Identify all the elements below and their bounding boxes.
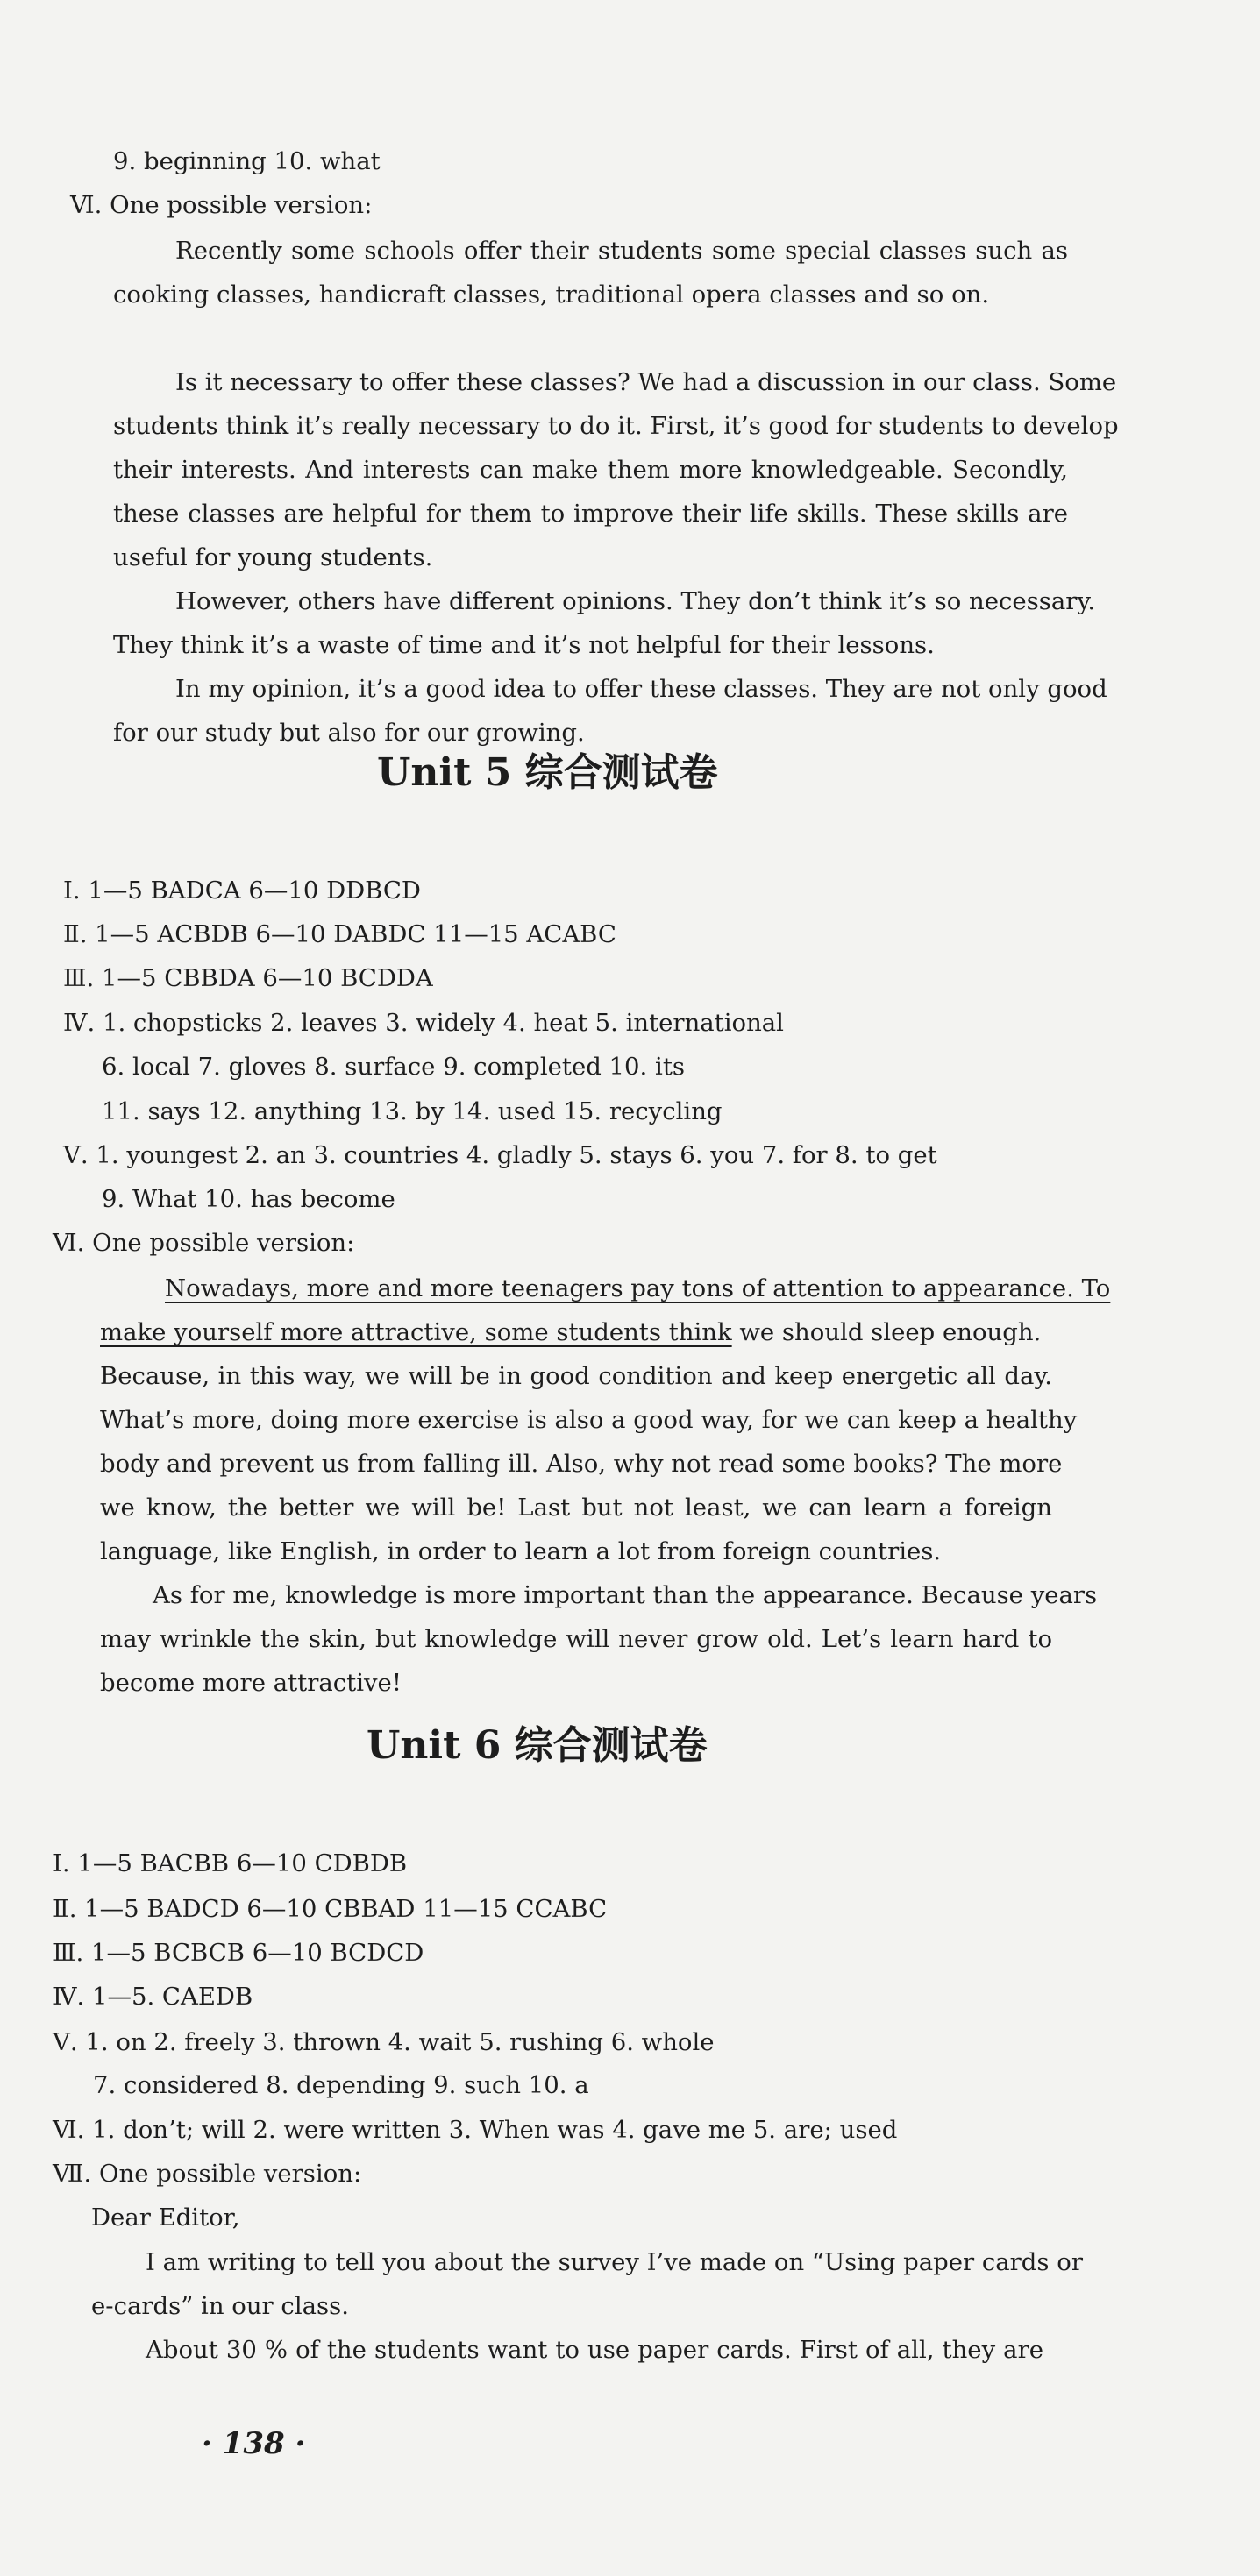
essay-line: their interests. And interests can make them more knowledgeable. Secondly, (113, 456, 1068, 484)
unit5-essay-line: we know, the better we will be! Last but not least, we can learn a foreign (100, 1494, 1052, 1522)
unit6-answer-line: Ⅱ. 1—5 BADCD 6—10 CBBAD 11—15 CCABC (53, 1895, 608, 1923)
essay-line: cooking classes, handicraft classes, traditional opera classes and so on. (113, 280, 990, 309)
unit5-title: Unit 5 综合测试卷 (377, 750, 718, 795)
unit5-answer-line: 9. What 10. has become (102, 1185, 395, 1213)
letter-line: I am writing to tell you about the survey I’ve made on “Using paper cards or (146, 2248, 1083, 2276)
essay-line: these classes are helpful for them to improve their life skills. These skills are (113, 500, 1068, 528)
unit5-answer-line: Ⅱ. 1—5 ACBDB 6—10 DABDC 11—15 ACABC (63, 920, 616, 948)
unit5-essay-rest: we should sleep enough. (731, 1318, 1042, 1346)
unit5-essay-line: body and prevent us from falling ill. Also, why not read some books? The more (100, 1450, 1063, 1478)
essay-line: Recently some schools offer their students some special classes such as (175, 237, 1068, 265)
unit5-essay-line: What’s more, doing more exercise is also a good way, for we can keep a healthy (100, 1406, 1078, 1434)
letter-line: About 30 % of the students want to use paper cards. First of all, they are (146, 2336, 1043, 2364)
unit5-essay-underlined: Nowadays, more and more teenagers pay tons of attention to appearance. To (165, 1274, 1111, 1302)
essay-line: useful for young students. (113, 543, 433, 571)
section-vi-label: Ⅵ. One possible version: (70, 191, 373, 219)
unit6-answer-line: 7. considered 8. depending 9. such 10. a (93, 2071, 589, 2099)
letter-greeting: Dear Editor, (91, 2203, 240, 2232)
essay-line: students think it’s really necessary to do it. First, it’s good for students to develop (113, 412, 1119, 440)
unit6-answer-line: Ⅳ. 1—5. CAEDB (53, 1983, 253, 2011)
essay-line: They think it’s a waste of time and it’s not helpful for their lessons. (113, 631, 935, 659)
unit5-answer-line: Ⅲ. 1—5 CBBDA 6—10 BCDDA (63, 964, 433, 992)
unit5-section-vi-label: Ⅵ. One possible version: (53, 1229, 355, 1257)
continued-answers: 9. beginning 10. what (113, 147, 381, 175)
unit5-essay-line: become more attractive! (100, 1669, 402, 1697)
unit5-answer-line: Ⅰ. 1—5 BADCA 6—10 DDBCD (63, 876, 421, 905)
unit6-answer-line: Ⅲ. 1—5 BCBCB 6—10 BCDCD (53, 1939, 424, 1967)
essay-line: In my opinion, it’s a good idea to offer these classes. They are not only good (175, 675, 1107, 703)
unit5-answer-line: Ⅳ. 1. chopsticks 2. leaves 3. widely 4. heat 5. international (63, 1009, 784, 1037)
unit5-answer-line: 6. local 7. gloves 8. surface 9. completed 10. its (102, 1053, 685, 1081)
unit6-section-vii-label: Ⅶ. One possible version: (53, 2160, 362, 2188)
unit6-answer-line: Ⅴ. 1. on 2. freely 3. thrown 4. wait 5. rushing 6. whole (53, 2028, 715, 2056)
letter-line: e-cards” in our class. (91, 2292, 349, 2320)
unit5-essay-line: Because, in this way, we will be in good condition and keep energetic all day. (100, 1362, 1052, 1390)
unit6-answer-line: Ⅰ. 1—5 BACBB 6—10 CDBDB (53, 1849, 408, 1877)
unit5-essay-line (100, 1315, 1041, 1350)
unit5-essay-line: may wrinkle the skin, but knowledge will never grow old. Let’s learn hard to (100, 1625, 1052, 1653)
page-number: · 138 · (202, 2426, 306, 2461)
unit5-answer-line: Ⅴ. 1. youngest 2. an 3. countries 4. gladly 5. stays 6. you 7. for 8. to get (63, 1141, 937, 1169)
unit6-title: Unit 6 综合测试卷 (367, 1723, 708, 1768)
essay-line: for our study but also for our growing. (113, 719, 585, 747)
unit5-answer-line: 11. says 12. anything 13. by 14. used 15. recycling (102, 1097, 723, 1125)
unit5-essay-underlined: make yourself more attractive, some students think (100, 1318, 732, 1346)
essay-line: Is it necessary to offer these classes? We had a discussion in our class. Some (175, 368, 1117, 396)
essay-line: However, others have different opinions. They don’t think it’s so necessary. (175, 587, 1096, 615)
unit5-essay-line: language, like English, in order to learn a lot from foreign countries. (100, 1537, 942, 1565)
unit6-answer-line: Ⅵ. 1. don’t; will 2. were written 3. When was 4. gave me 5. are; used (53, 2116, 898, 2144)
unit5-essay-line: As for me, knowledge is more important than the appearance. Because years (153, 1581, 1098, 1609)
